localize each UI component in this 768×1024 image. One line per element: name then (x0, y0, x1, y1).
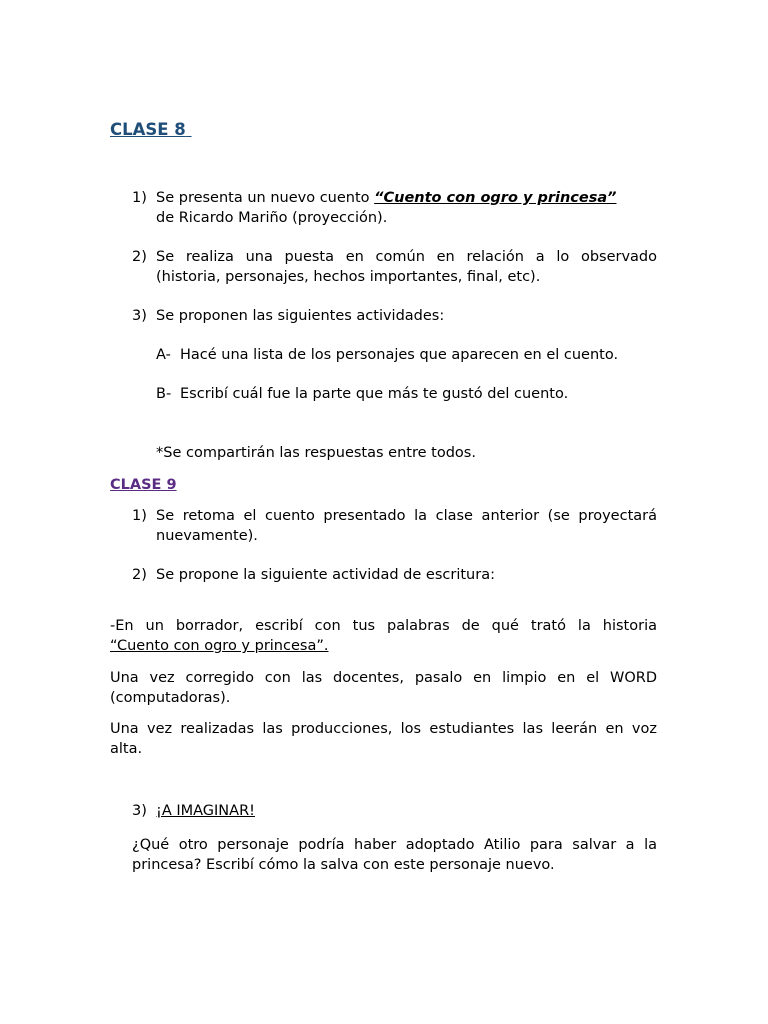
clase-9-item-3-number: 3) (132, 803, 147, 819)
clase-9-item-1-line-1: Se retoma el cuento presentado la clase anterior (se proyectará (156, 508, 657, 524)
clase-9-item-1-number: 1) (132, 508, 147, 524)
clase-9-item-2-number: 2) (132, 567, 147, 583)
clase-8-item-1-line-1: Se presenta un nuevo cuento “Cuento con ogro y princesa” (156, 190, 617, 206)
clase-8-item-2-number: 2) (132, 249, 147, 265)
reading-paragraph-line-2: alta. (110, 741, 143, 757)
clase-9-item-1-line-2: nuevamente). (156, 528, 258, 544)
clase-9-heading: CLASE 9 (110, 477, 177, 493)
clase-8-item-3-text: Se proponen las siguientes actividades: (156, 308, 445, 324)
story-title: “Cuento con ogro y princesa” (374, 190, 617, 206)
correction-paragraph-line-1: Una vez corregido con las docentes, pasalo en limpio en el WORD (110, 670, 657, 686)
clase-8-note: *Se compartirán las respuestas entre todos. (156, 445, 476, 461)
clase-8-item-1-line-2: de Ricardo Mariño (proyección). (156, 210, 388, 226)
reading-paragraph-line-1: Una vez realizadas las producciones, los estudiantes las leerán en voz (110, 721, 657, 737)
clase-8-item-3-number: 3) (132, 308, 147, 324)
writing-instruction-line-1: -En un borrador, escribí con tus palabras de qué trató la historia (110, 618, 657, 634)
clase-8-item-2-line-1: Se realiza una puesta en común en relación a lo observado (156, 249, 657, 265)
activity-a-text: Hacé una lista de los personajes que aparecen en el cuento. (180, 347, 619, 363)
imagine-heading: ¡A IMAGINAR! (156, 803, 255, 819)
activity-a-label: A- (156, 347, 171, 363)
imagine-question-line-2: princesa? Escribí cómo la salva con este personaje nuevo. (132, 857, 555, 873)
correction-paragraph-line-2: (computadoras). (110, 690, 231, 706)
clase-8-heading: CLASE 8 (110, 120, 186, 139)
clase-8-item-2-line-2: (historia, personajes, hechos importantes, final, etc). (156, 269, 541, 285)
activity-b-text: Escribí cuál fue la parte que más te gustó del cuento. (180, 386, 569, 402)
clase-8-item-1-number: 1) (132, 190, 147, 206)
clase-9-item-2-text: Se propone la siguiente actividad de escritura: (156, 567, 495, 583)
writing-instruction-story-title: “Cuento con ogro y princesa”. (110, 638, 329, 654)
imagine-question-line-1: ¿Qué otro personaje podría haber adoptado Atilio para salvar a la (132, 837, 657, 853)
activity-b-label: B- (156, 386, 172, 402)
